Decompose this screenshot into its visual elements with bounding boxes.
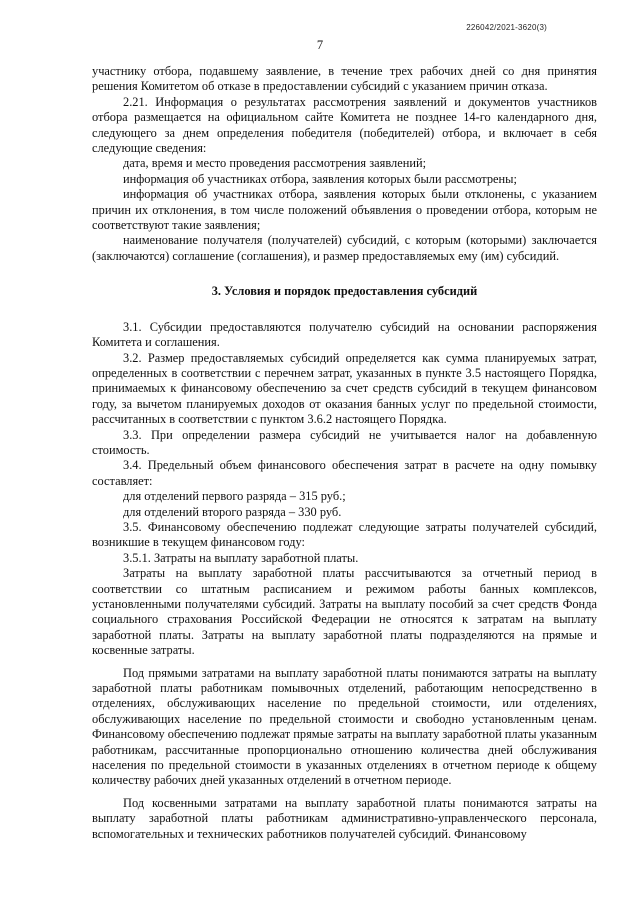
document-body (92, 64, 597, 842)
paragraph: Под прямыми затратами на выплату заработной платы понимаются затраты на выплату заработной платы работникам помывочных отделений, работающим непосредственно в отделениях, обслуживающих население по предельной стоимости, или отделениях, обслуживающих население по предельной стоимости и свободно установленным ценам. Финансовому обеспечению подлежат прямые затраты на выплату заработной платы указанным работникам, рассчитанные пропорционально отношению количества дней обслуживания населения по предельной стоимости в указанных отделениях в отчетном периоде к общему количеству рабочих дней указанных отделений в отчетном периоде. (92, 665, 597, 788)
list-item: для отделений второго разряда – 330 руб. (123, 504, 342, 519)
paragraph: 3.1. Субсидии предоставляются получателю субсидий на основании распоряжения Комитета и соглашения. (92, 319, 597, 350)
paragraph: 3.3. При определении размера субсидий не учитывается налог на добавленную стоимость. (92, 427, 597, 457)
list-item: дата, время и место проведения рассмотрения заявлений; (123, 156, 427, 171)
list-item: для отделений первого разряда – 315 руб.; (123, 489, 346, 504)
list-item: информация об участниках отбора, заявления которых были отклонены, с указанием причин их отклонения, в том числе положений объявления о проведении отбора, которым не соответствуют такие заявления; (92, 187, 597, 233)
paragraph: 2.21. Информация о результатах рассмотрения заявлений и документов участников отбора размещается на официальном сайте Комитета не позднее 14-го календарного дня, следующего за днем определения победителя (победителей) отбора, и включает в себя следующие сведения: (92, 94, 597, 156)
paragraph: 3.5.1. Затраты на выплату заработной платы. (123, 550, 359, 565)
paragraph: участнику отбора, подавшему заявление, в течение трех рабочих дней со дня принятия решения Комитетом об отказе в предоставлении субсидий с указанием причин отказа. (92, 64, 597, 94)
page-number: 7 (316, 38, 324, 52)
section-heading: 3. Условия и порядок предоставления субсидий (211, 284, 478, 299)
paragraph: Под косвенными затратами на выплату заработной платы понимаются затраты на выплату заработной платы работникам административно-управленческого персонала, вспомогательных и технических работников получателей субсидий. Финансовому (92, 795, 597, 841)
paragraph: 3.2. Размер предоставляемых субсидий определяется как сумма планируемых затрат, определенных в соответствии с перечнем затрат, указанных в пункте 3.5 настоящего Порядка, принимаемых к финансовому обеспечению за счет средств субсидий в текущем финансовом году, за вычетом планируемых доходов от оказания банных услуг по предельной стоимости, рассчитанных в соответствии с пунктом 3.6.2 настоящего Порядка. (92, 350, 597, 427)
paragraph: 3.4. Предельный объем финансового обеспечения затрат в расчете на одну помывку составляет: (92, 458, 597, 488)
list-item: наименование получателя (получателей) субсидий, с которым (которыми) заключается (заключаются) соглашение (соглашения), и размер предоставляемых ему (им) субсидий. (92, 233, 597, 263)
paragraph: Затраты на выплату заработной платы рассчитываются за отчетный период в соответствии со штатным расписанием и режимом работы банных комплексов, установленными получателями субсидий. Затраты на выплату пособий за счет средств Фонда социального страхования Российской Федерации не относятся к затратам на выплату заработной платы. Затраты на выплату заработной платы подразделяются на прямые и косвенные затраты. (92, 566, 597, 658)
paragraph: 3.5. Финансовому обеспечению подлежат следующие затраты получателей субсидий, возникшие в текущем финансовом году: (92, 519, 597, 550)
list-item: информация об участниках отбора, заявления которых были рассмотрены; (123, 171, 517, 186)
document-number: 226042/2021-3620(3) (466, 23, 547, 32)
